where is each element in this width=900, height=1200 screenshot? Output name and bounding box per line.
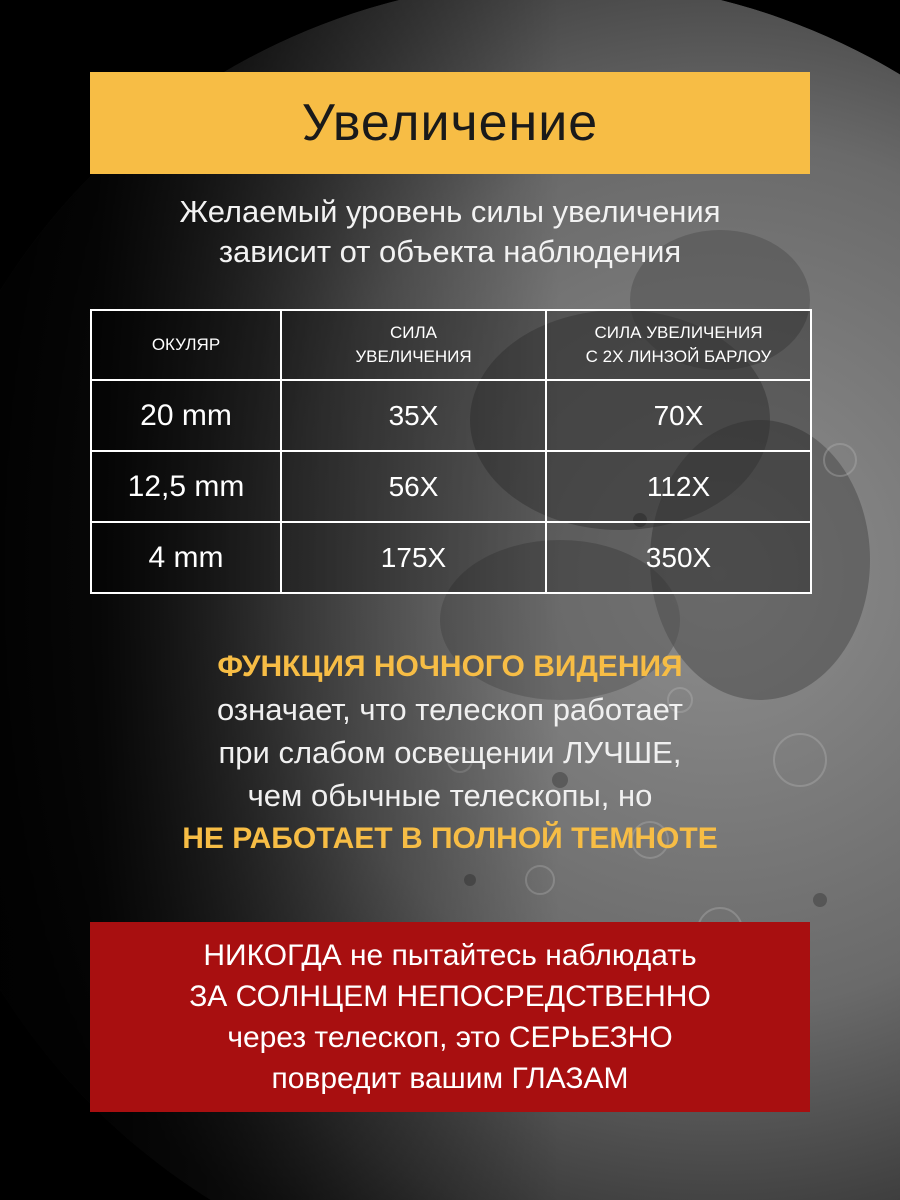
- header-magnification: [281, 310, 546, 380]
- header-magnification-barlow: [546, 310, 811, 380]
- warning-line: ЗА СОЛНЦЕМ НЕПОСРЕДСТВЕННО: [189, 980, 711, 1013]
- cell-magnification-barlow: 350X: [546, 522, 811, 593]
- subtitle: [60, 192, 840, 272]
- subtitle-line: зависит от объекта наблюдения: [218, 234, 682, 269]
- table-row: [91, 522, 811, 593]
- night-vision-line: при слабом освещении ЛУЧШЕ,: [218, 735, 682, 770]
- cell-eyepiece: 12,5 mm: [91, 451, 281, 522]
- page-title: Увеличение: [301, 94, 599, 152]
- header-eyepiece: [91, 310, 281, 380]
- header-label: СИЛА: [390, 323, 437, 342]
- night-vision-heading: ФУНКЦИЯ НОЧНОГО ВИДЕНИЯ: [217, 650, 683, 683]
- header-label: УВЕЛИЧЕНИЯ: [355, 347, 472, 366]
- warning-line: повредит вашим ГЛАЗАМ: [271, 1062, 629, 1095]
- cell-eyepiece: 20 mm: [91, 380, 281, 451]
- cell-magnification: 35X: [281, 380, 546, 451]
- night-vision-line: означает, что телескоп работает: [217, 692, 683, 727]
- cell-magnification-barlow: 112X: [546, 451, 811, 522]
- header-label: С 2X ЛИНЗОЙ БАРЛОУ: [585, 347, 772, 366]
- night-vision-block: [60, 645, 840, 860]
- night-vision-line: чем обычные телескопы, но: [247, 778, 653, 813]
- cell-magnification-barlow: 70X: [546, 380, 811, 451]
- title-banner: [90, 72, 810, 174]
- warning-line: через телескоп, это СЕРЬЕЗНО: [227, 1021, 673, 1054]
- magnification-table: [90, 309, 812, 594]
- table-header-row: [91, 310, 811, 380]
- header-label: СИЛА УВЕЛИЧЕНИЯ: [594, 323, 763, 342]
- cell-magnification: 175X: [281, 522, 546, 593]
- table-row: [91, 380, 811, 451]
- table-row: [91, 451, 811, 522]
- cell-magnification: 56X: [281, 451, 546, 522]
- header-label: ОКУЛЯР: [151, 335, 221, 354]
- warning-box: [90, 922, 810, 1112]
- subtitle-line: Желаемый уровень силы увеличения: [179, 194, 721, 229]
- cell-eyepiece: 4 mm: [91, 522, 281, 593]
- warning-line: НИКОГДА не пытайтесь наблюдать: [203, 939, 697, 972]
- night-vision-emphasis: НЕ РАБОТАЕТ В ПОЛНОЙ ТЕМНОТЕ: [182, 822, 718, 855]
